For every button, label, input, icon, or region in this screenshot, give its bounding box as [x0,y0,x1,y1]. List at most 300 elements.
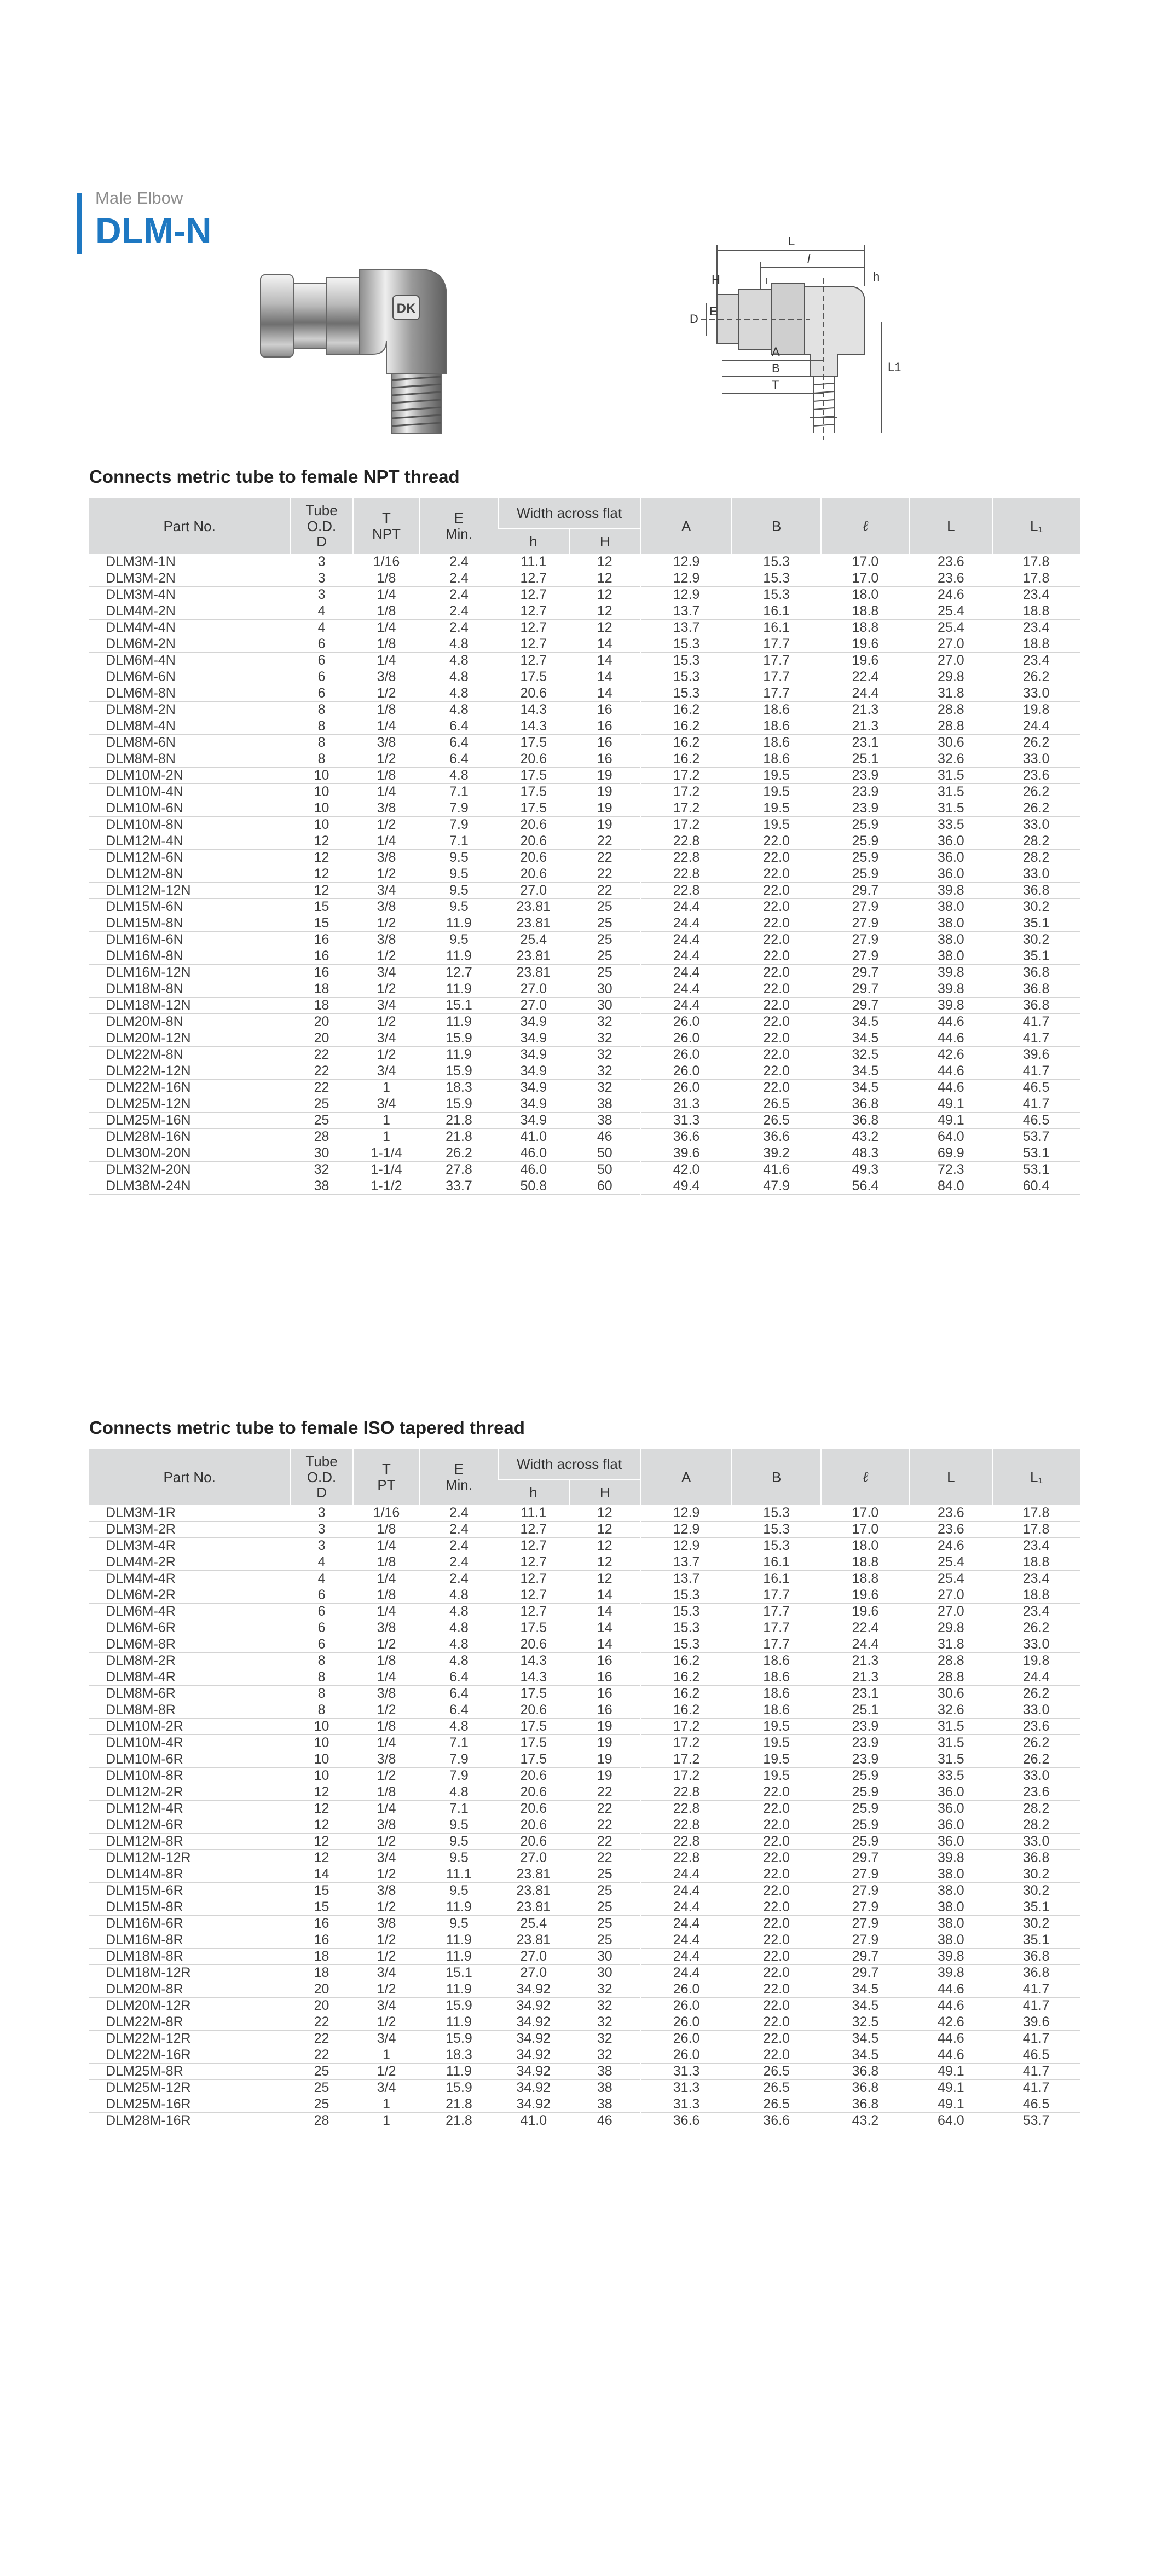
cell-thread-t: 1/8 [353,636,420,653]
cell-dim-a: 16.2 [640,718,731,735]
cell-dim-l1: 35.1 [992,948,1080,965]
cell-dim-b: 19.5 [732,1735,822,1751]
label-A: A [772,345,780,359]
cell-e-min: 2.4 [420,1522,498,1538]
cell-thread-t: 3/8 [353,1620,420,1636]
cell-dim-l1: 30.2 [992,1883,1080,1899]
cell-dim-l1: 36.8 [992,1965,1080,1981]
cell-dim-l1: 23.4 [992,587,1080,603]
cell-dim-l1: 41.7 [992,2031,1080,2047]
cell-dim-l1: 28.2 [992,1817,1080,1834]
label-H: H [712,273,720,286]
cell-tube-od: 8 [290,1669,352,1686]
cell-e-min: 7.9 [420,1768,498,1784]
cell-tube-od: 22 [290,1080,352,1096]
cell-dim-l-small: 34.5 [821,2047,909,2064]
cell-dim-l-small: 25.9 [821,833,909,850]
cell-dim-a: 16.2 [640,702,731,718]
cell-thread-t: 1/8 [353,1653,420,1669]
cell-dim-a: 24.4 [640,1949,731,1965]
cell-flat-h-small: 23.81 [498,965,569,981]
label-l: l [807,252,810,266]
cell-tube-od: 22 [290,2031,352,2047]
cell-part-no: DLM25M-12N [89,1096,290,1113]
cell-dim-l-small: 43.2 [821,1129,909,1145]
cell-dim-a: 26.0 [640,1080,731,1096]
cell-tube-od: 6 [290,1587,352,1604]
cell-part-no: DLM22M-8R [89,2014,290,2031]
cell-dim-l: 38.0 [910,1883,993,1899]
cell-e-min: 6.4 [420,751,498,768]
cell-dim-a: 22.8 [640,883,731,899]
table-row [89,2064,1080,2080]
cell-flat-h: 22 [569,850,640,866]
cell-dim-l-small: 29.7 [821,1949,909,1965]
cell-thread-t: 1-1/4 [353,1145,420,1162]
cell-dim-a: 22.8 [640,1801,731,1817]
cell-flat-h: 16 [569,1702,640,1719]
cell-dim-l1: 23.4 [992,620,1080,636]
cell-dim-l-small: 48.3 [821,1145,909,1162]
table-row [89,2047,1080,2064]
cell-dim-b: 36.6 [732,2113,822,2129]
table-row [89,1096,1080,1113]
cell-part-no: DLM8M-8R [89,1702,290,1719]
cell-dim-l: 38.0 [910,1899,993,1916]
cell-part-no: DLM10M-4R [89,1735,290,1751]
cell-flat-h-small: 20.6 [498,1636,569,1653]
cell-dim-l1: 24.4 [992,718,1080,735]
cell-dim-a: 31.3 [640,2080,731,2096]
cell-tube-od: 8 [290,702,352,718]
cell-dim-a: 31.3 [640,2096,731,2113]
cell-e-min: 15.9 [420,1998,498,2014]
cell-dim-b: 19.5 [732,784,822,800]
cell-flat-h-small: 20.6 [498,833,569,850]
cell-dim-l1: 19.8 [992,702,1080,718]
cell-part-no: DLM6M-6R [89,1620,290,1636]
table-iso [89,1449,1080,2129]
header-h: H [569,528,640,554]
product-photo [255,264,469,439]
cell-dim-l1: 33.0 [992,751,1080,768]
cell-part-no: DLM12M-12N [89,883,290,899]
cell-thread-t: 3/4 [353,2080,420,2096]
cell-dim-b: 15.3 [732,1538,822,1554]
cell-dim-b: 26.5 [732,2080,822,2096]
cell-thread-t: 1/8 [353,1587,420,1604]
cell-thread-t: 1/8 [353,768,420,784]
cell-dim-l-small: 49.3 [821,1162,909,1178]
table-iso-body [89,1505,1080,2129]
cell-dim-l: 25.4 [910,620,993,636]
cell-dim-l1: 39.6 [992,2014,1080,2031]
cell-dim-a: 16.2 [640,735,731,751]
cell-dim-l1: 24.4 [992,1669,1080,1686]
cell-flat-h-small: 34.9 [498,1014,569,1030]
cell-part-no: DLM12M-6N [89,850,290,866]
cell-dim-l-small: 27.9 [821,915,909,932]
cell-flat-h-small: 34.9 [498,1113,569,1129]
cell-dim-b: 22.0 [732,948,822,965]
cell-dim-b: 22.0 [732,866,822,883]
cell-dim-l-small: 25.1 [821,1702,909,1719]
cell-dim-a: 26.0 [640,1047,731,1063]
cell-e-min: 12.7 [420,965,498,981]
cell-tube-od: 15 [290,1899,352,1916]
cell-dim-l1: 53.1 [992,1162,1080,1178]
cell-dim-a: 36.6 [640,1129,731,1145]
table-row [89,948,1080,965]
cell-flat-h: 32 [569,1047,640,1063]
cell-flat-h: 30 [569,981,640,998]
cell-flat-h: 12 [569,1538,640,1554]
cell-thread-t: 1/8 [353,603,420,620]
cell-flat-h: 19 [569,800,640,817]
cell-e-min: 7.1 [420,1801,498,1817]
cell-part-no: DLM8M-2N [89,702,290,718]
cell-dim-l1: 19.8 [992,1653,1080,1669]
cell-part-no: DLM16M-6N [89,932,290,948]
cell-part-no: DLM22M-12R [89,2031,290,2047]
cell-part-no: DLM38M-24N [89,1178,290,1195]
cell-dim-l1: 41.7 [992,1014,1080,1030]
table-row [89,1030,1080,1047]
header-h: H [569,1479,640,1505]
cell-dim-a: 24.4 [640,1965,731,1981]
cell-dim-l1: 36.8 [992,1850,1080,1866]
cell-flat-h-small: 17.5 [498,768,569,784]
cell-part-no: DLM28M-16R [89,2113,290,2129]
cell-e-min: 2.4 [420,1571,498,1587]
cell-dim-l1: 36.8 [992,998,1080,1014]
cell-tube-od: 20 [290,1030,352,1047]
product-subtitle: Male Elbow [95,188,183,208]
table-row [89,653,1080,669]
cell-dim-l-small: 27.9 [821,1866,909,1883]
cell-dim-a: 16.2 [640,1686,731,1702]
cell-e-min: 11.9 [420,915,498,932]
cell-dim-a: 22.8 [640,850,731,866]
table-row [89,735,1080,751]
table-row [89,1834,1080,1850]
cell-dim-l1: 35.1 [992,1932,1080,1949]
cell-e-min: 15.1 [420,1965,498,1981]
cell-flat-h: 38 [569,1113,640,1129]
cell-flat-h: 25 [569,948,640,965]
cell-dim-l-small: 23.1 [821,735,909,751]
cell-dim-a: 15.3 [640,1620,731,1636]
cell-thread-t: 1/2 [353,866,420,883]
cell-dim-b: 18.6 [732,751,822,768]
cell-dim-l-small: 23.9 [821,768,909,784]
cell-dim-b: 17.7 [732,1636,822,1653]
cell-dim-a: 49.4 [640,1178,731,1195]
cell-dim-l-small: 18.8 [821,1554,909,1571]
table-row [89,1949,1080,1965]
cell-tube-od: 14 [290,1866,352,1883]
cell-part-no: DLM22M-8N [89,1047,290,1063]
cell-e-min: 7.9 [420,817,498,833]
cell-dim-b: 22.0 [732,1998,822,2014]
table-row [89,2080,1080,2096]
cell-dim-l: 44.6 [910,2047,993,2064]
cell-part-no: DLM16M-6R [89,1916,290,1932]
cell-part-no: DLM6M-8R [89,1636,290,1653]
cell-flat-h-small: 23.81 [498,899,569,915]
cell-dim-l-small: 25.9 [821,1801,909,1817]
cell-dim-b: 22.0 [732,965,822,981]
cell-dim-a: 13.7 [640,1571,731,1587]
cell-dim-b: 22.0 [732,1965,822,1981]
cell-dim-l: 72.3 [910,1162,993,1178]
cell-e-min: 15.9 [420,1030,498,1047]
cell-dim-l-small: 25.1 [821,751,909,768]
cell-dim-b: 22.0 [732,1866,822,1883]
cell-flat-h-small: 34.92 [498,2080,569,2096]
cell-dim-l-small: 23.9 [821,1735,909,1751]
table-row [89,751,1080,768]
cell-tube-od: 10 [290,1751,352,1768]
cell-dim-l1: 33.0 [992,685,1080,702]
cell-e-min: 4.8 [420,1604,498,1620]
cell-part-no: DLM12M-6R [89,1817,290,1834]
cell-part-no: DLM14M-8R [89,1866,290,1883]
cell-flat-h-small: 12.7 [498,1538,569,1554]
cell-part-no: DLM10M-8N [89,817,290,833]
table-row [89,1505,1080,1522]
cell-flat-h-small: 27.0 [498,1949,569,1965]
cell-e-min: 6.4 [420,718,498,735]
cell-dim-a: 26.0 [640,2031,731,2047]
cell-flat-h: 25 [569,1866,640,1883]
cell-dim-b: 15.3 [732,570,822,587]
cell-dim-a: 15.3 [640,1636,731,1653]
cell-flat-h-small: 34.92 [498,2096,569,2113]
table-row [89,636,1080,653]
cell-tube-od: 22 [290,1063,352,1080]
cell-e-min: 2.4 [420,1538,498,1554]
table-row [89,2031,1080,2047]
cell-flat-h: 25 [569,1932,640,1949]
cell-thread-t: 1/2 [353,1932,420,1949]
cell-thread-t: 1/4 [353,1538,420,1554]
cell-flat-h-small: 14.3 [498,702,569,718]
cell-flat-h: 25 [569,1883,640,1899]
cell-dim-l: 69.9 [910,1145,993,1162]
cell-dim-l1: 41.7 [992,2064,1080,2080]
cell-flat-h-small: 23.81 [498,948,569,965]
cell-thread-t: 3/8 [353,850,420,866]
cell-dim-l: 28.8 [910,718,993,735]
cell-dim-b: 22.0 [732,2014,822,2031]
header-part-no: Part No. [89,1449,290,1505]
cell-flat-h-small: 27.0 [498,998,569,1014]
elbow-body [359,269,447,373]
cell-dim-a: 31.3 [640,1096,731,1113]
cell-tube-od: 8 [290,751,352,768]
cell-dim-a: 26.0 [640,1014,731,1030]
header-t: T PT [353,1449,420,1505]
cell-thread-t: 1/8 [353,1522,420,1538]
cell-dim-a: 26.0 [640,2047,731,2064]
cell-thread-t: 1 [353,2096,420,2113]
cell-dim-b: 26.5 [732,2064,822,2080]
cell-dim-l1: 30.2 [992,932,1080,948]
cell-tube-od: 3 [290,570,352,587]
cell-thread-t: 1/8 [353,1784,420,1801]
cell-e-min: 4.8 [420,1620,498,1636]
cell-e-min: 15.9 [420,2080,498,2096]
cell-dim-l: 30.6 [910,735,993,751]
cell-tube-od: 15 [290,915,352,932]
table-npt-body [89,554,1080,1195]
table-row [89,620,1080,636]
cell-flat-h: 32 [569,1014,640,1030]
cell-flat-h-small: 27.0 [498,1965,569,1981]
table-row [89,965,1080,981]
cell-dim-l: 23.6 [910,1505,993,1522]
cell-flat-h-small: 20.6 [498,866,569,883]
cell-tube-od: 18 [290,998,352,1014]
cell-dim-l-small: 19.6 [821,1604,909,1620]
table-row [89,1554,1080,1571]
cell-flat-h-small: 34.92 [498,1998,569,2014]
cell-flat-h: 16 [569,1686,640,1702]
table-row [89,1719,1080,1735]
cell-tube-od: 25 [290,2080,352,2096]
table-row [89,1866,1080,1883]
cell-dim-a: 24.4 [640,1916,731,1932]
table-row [89,1538,1080,1554]
cell-dim-b: 22.0 [732,1850,822,1866]
cell-dim-l1: 28.2 [992,833,1080,850]
cell-thread-t: 3/8 [353,1817,420,1834]
cell-tube-od: 25 [290,2096,352,2113]
cell-flat-h: 32 [569,1063,640,1080]
cell-thread-t: 3/8 [353,800,420,817]
cell-flat-h: 22 [569,833,640,850]
cell-tube-od: 10 [290,1768,352,1784]
cell-dim-l1: 26.2 [992,735,1080,751]
cell-flat-h-small: 27.0 [498,883,569,899]
cell-dim-l1: 26.2 [992,784,1080,800]
cell-dim-b: 22.0 [732,981,822,998]
cell-flat-h: 22 [569,866,640,883]
cell-flat-h-small: 23.81 [498,1866,569,1883]
cell-flat-h: 12 [569,587,640,603]
table-row [89,603,1080,620]
table-row [89,2096,1080,2113]
cell-dim-l: 38.0 [910,932,993,948]
cell-thread-t: 3/8 [353,899,420,915]
cell-dim-a: 17.2 [640,817,731,833]
cell-thread-t: 1/8 [353,1554,420,1571]
cell-flat-h: 12 [569,1522,640,1538]
cell-flat-h: 38 [569,2064,640,2080]
cell-part-no: DLM10M-8R [89,1768,290,1784]
cell-dim-a: 39.6 [640,1145,731,1162]
cell-e-min: 15.9 [420,1063,498,1080]
cell-tube-od: 16 [290,1916,352,1932]
cell-flat-h: 22 [569,1834,640,1850]
cell-flat-h: 32 [569,1030,640,1047]
cell-dim-a: 15.3 [640,1587,731,1604]
cell-tube-od: 3 [290,587,352,603]
cell-e-min: 7.1 [420,833,498,850]
cell-tube-od: 20 [290,1981,352,1998]
cell-dim-a: 17.2 [640,784,731,800]
cell-e-min: 9.5 [420,899,498,915]
cell-dim-l: 32.6 [910,1702,993,1719]
cell-flat-h: 22 [569,1801,640,1817]
cell-dim-b: 19.5 [732,1768,822,1784]
cell-dim-b: 18.6 [732,1669,822,1686]
cell-flat-h: 25 [569,932,640,948]
cell-dim-l: 32.6 [910,751,993,768]
cell-flat-h-small: 20.6 [498,1768,569,1784]
cell-part-no: DLM3M-1N [89,554,290,570]
cell-dim-l: 39.8 [910,965,993,981]
header-l-small: ℓ [821,1449,909,1505]
cell-flat-h: 46 [569,1129,640,1145]
cell-tube-od: 6 [290,1620,352,1636]
cell-thread-t: 1/2 [353,2014,420,2031]
cell-dim-l-small: 18.8 [821,620,909,636]
cell-tube-od: 10 [290,817,352,833]
cell-dim-a: 12.9 [640,554,731,570]
cell-tube-od: 8 [290,735,352,751]
table-row [89,1801,1080,1817]
cell-dim-l1: 33.0 [992,1636,1080,1653]
cell-dim-a: 26.0 [640,1981,731,1998]
cell-part-no: DLM6M-8N [89,685,290,702]
hex-nut [326,278,359,354]
cell-flat-h-small: 34.92 [498,2047,569,2064]
cell-part-no: DLM22M-16N [89,1080,290,1096]
cell-tube-od: 10 [290,768,352,784]
cell-dim-l-small: 36.8 [821,2080,909,2096]
table-row [89,1686,1080,1702]
cell-flat-h: 32 [569,1981,640,1998]
cell-dim-l: 23.6 [910,554,993,570]
cell-dim-l: 27.0 [910,636,993,653]
cell-dim-a: 16.2 [640,1702,731,1719]
cell-dim-b: 19.5 [732,768,822,784]
cell-tube-od: 12 [290,1784,352,1801]
cell-dim-l-small: 19.6 [821,653,909,669]
cell-dim-l-small: 32.5 [821,2014,909,2031]
cell-flat-h: 12 [569,1554,640,1571]
cell-flat-h-small: 11.1 [498,554,569,570]
cell-dim-l1: 26.2 [992,1686,1080,1702]
cell-e-min: 21.8 [420,1113,498,1129]
header-h-small: h [498,528,569,554]
cell-dim-l-small: 27.9 [821,1883,909,1899]
cell-flat-h: 19 [569,784,640,800]
cell-dim-a: 12.9 [640,1538,731,1554]
cell-part-no: DLM15M-8N [89,915,290,932]
cell-thread-t: 1/4 [353,1604,420,1620]
cell-dim-l1: 46.5 [992,1113,1080,1129]
cell-thread-t: 1/2 [353,685,420,702]
cell-thread-t: 3/8 [353,669,420,685]
cell-flat-h: 14 [569,1620,640,1636]
cell-part-no: DLM8M-2R [89,1653,290,1669]
cell-dim-l1: 17.8 [992,570,1080,587]
cell-dim-l1: 41.7 [992,1981,1080,1998]
cell-part-no: DLM25M-12R [89,2080,290,2096]
